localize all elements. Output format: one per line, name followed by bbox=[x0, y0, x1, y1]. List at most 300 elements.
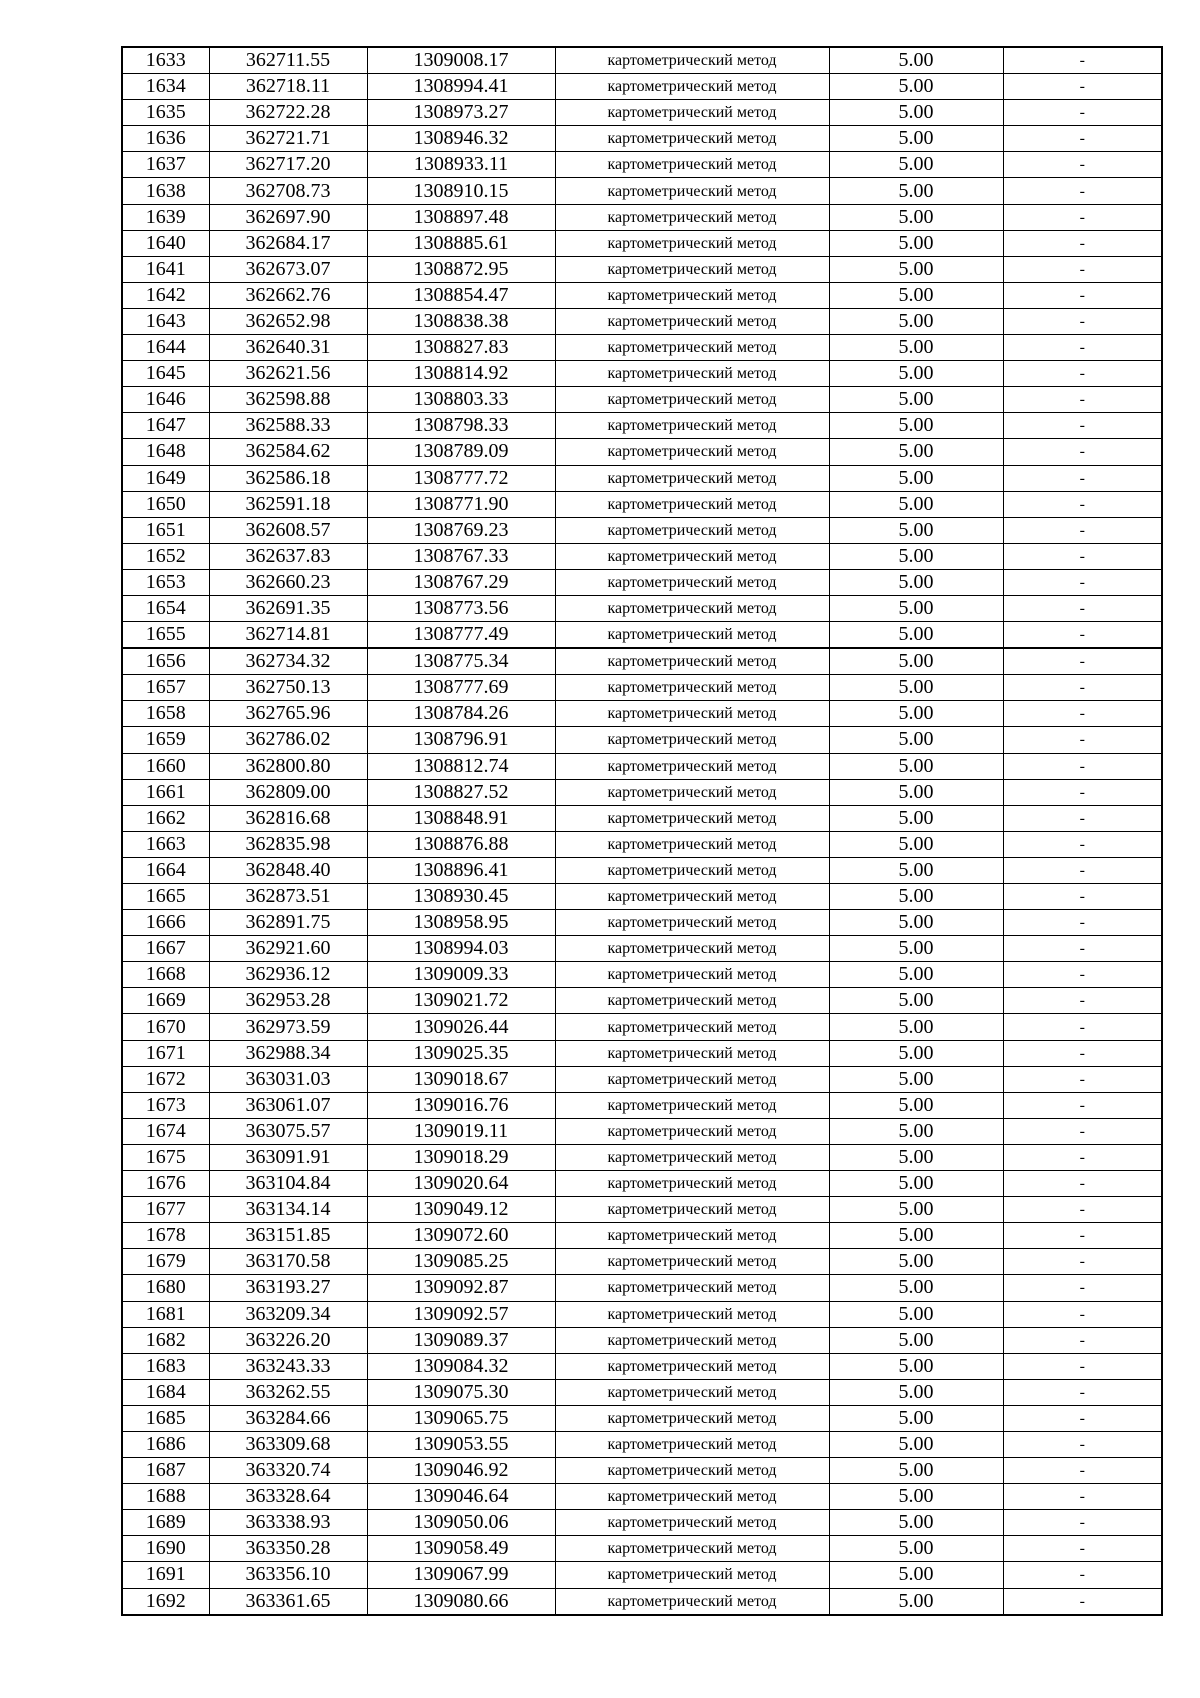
x-coordinate-cell: 362800.80 bbox=[209, 753, 367, 779]
method-cell: картометрический метод bbox=[555, 831, 829, 857]
table-row bbox=[122, 47, 1162, 74]
description-cell: - bbox=[1003, 465, 1162, 491]
description-cell: - bbox=[1003, 308, 1162, 334]
table-row bbox=[122, 1040, 1162, 1066]
table-row bbox=[122, 1118, 1162, 1144]
x-coordinate-cell: 362721.71 bbox=[209, 126, 367, 152]
accuracy-cell: 5.00 bbox=[829, 1197, 1003, 1223]
description-cell: - bbox=[1003, 1197, 1162, 1223]
table-row bbox=[122, 1327, 1162, 1353]
y-coordinate-cell: 1308910.15 bbox=[367, 178, 555, 204]
description-cell: - bbox=[1003, 727, 1162, 753]
point-number-cell: 1688 bbox=[122, 1484, 209, 1510]
y-coordinate-cell: 1309046.64 bbox=[367, 1484, 555, 1510]
table-row bbox=[122, 569, 1162, 595]
x-coordinate-cell: 362684.17 bbox=[209, 230, 367, 256]
table-row bbox=[122, 1536, 1162, 1562]
method-cell: картометрический метод bbox=[555, 1431, 829, 1457]
method-cell: картометрический метод bbox=[555, 152, 829, 178]
point-number-cell: 1663 bbox=[122, 831, 209, 857]
table-row bbox=[122, 1301, 1162, 1327]
point-number-cell: 1637 bbox=[122, 152, 209, 178]
point-number-cell: 1645 bbox=[122, 361, 209, 387]
x-coordinate-cell: 362921.60 bbox=[209, 936, 367, 962]
description-cell: - bbox=[1003, 1275, 1162, 1301]
method-cell: картометрический метод bbox=[555, 1458, 829, 1484]
method-cell: картометрический метод bbox=[555, 74, 829, 100]
description-cell: - bbox=[1003, 1327, 1162, 1353]
description-cell: - bbox=[1003, 884, 1162, 910]
description-cell: - bbox=[1003, 1014, 1162, 1040]
point-number-cell: 1667 bbox=[122, 936, 209, 962]
point-number-cell: 1669 bbox=[122, 988, 209, 1014]
table-row bbox=[122, 256, 1162, 282]
x-coordinate-cell: 362660.23 bbox=[209, 569, 367, 595]
description-cell: - bbox=[1003, 569, 1162, 595]
y-coordinate-cell: 1309058.49 bbox=[367, 1536, 555, 1562]
table-row bbox=[122, 1144, 1162, 1170]
y-coordinate-cell: 1308812.74 bbox=[367, 753, 555, 779]
method-cell: картометрический метод bbox=[555, 805, 829, 831]
table-row bbox=[122, 1014, 1162, 1040]
point-number-cell: 1681 bbox=[122, 1301, 209, 1327]
y-coordinate-cell: 1309018.67 bbox=[367, 1066, 555, 1092]
table-row bbox=[122, 543, 1162, 569]
y-coordinate-cell: 1309072.60 bbox=[367, 1223, 555, 1249]
description-cell: - bbox=[1003, 622, 1162, 649]
method-cell: картометрический метод bbox=[555, 1014, 829, 1040]
accuracy-cell: 5.00 bbox=[829, 779, 1003, 805]
x-coordinate-cell: 363104.84 bbox=[209, 1171, 367, 1197]
table-row bbox=[122, 1353, 1162, 1379]
y-coordinate-cell: 1308775.34 bbox=[367, 648, 555, 675]
point-number-cell: 1685 bbox=[122, 1405, 209, 1431]
x-coordinate-cell: 362734.32 bbox=[209, 648, 367, 675]
method-cell: картометрический метод bbox=[555, 413, 829, 439]
y-coordinate-cell: 1308896.41 bbox=[367, 857, 555, 883]
description-cell: - bbox=[1003, 47, 1162, 74]
point-number-cell: 1683 bbox=[122, 1353, 209, 1379]
method-cell: картометрический метод bbox=[555, 857, 829, 883]
table-row bbox=[122, 675, 1162, 701]
description-cell: - bbox=[1003, 1431, 1162, 1457]
point-number-cell: 1665 bbox=[122, 884, 209, 910]
description-cell: - bbox=[1003, 100, 1162, 126]
method-cell: картометрический метод bbox=[555, 727, 829, 753]
point-number-cell: 1691 bbox=[122, 1562, 209, 1588]
description-cell: - bbox=[1003, 439, 1162, 465]
y-coordinate-cell: 1308933.11 bbox=[367, 152, 555, 178]
x-coordinate-cell: 362714.81 bbox=[209, 622, 367, 649]
table-row bbox=[122, 282, 1162, 308]
accuracy-cell: 5.00 bbox=[829, 152, 1003, 178]
table-row bbox=[122, 1092, 1162, 1118]
description-cell: - bbox=[1003, 779, 1162, 805]
description-cell: - bbox=[1003, 648, 1162, 675]
description-cell: - bbox=[1003, 152, 1162, 178]
x-coordinate-cell: 362711.55 bbox=[209, 47, 367, 74]
accuracy-cell: 5.00 bbox=[829, 47, 1003, 74]
description-cell: - bbox=[1003, 204, 1162, 230]
description-cell: - bbox=[1003, 988, 1162, 1014]
y-coordinate-cell: 1308994.41 bbox=[367, 74, 555, 100]
description-cell: - bbox=[1003, 910, 1162, 936]
description-cell: - bbox=[1003, 282, 1162, 308]
point-number-cell: 1662 bbox=[122, 805, 209, 831]
method-cell: картометрический метод bbox=[555, 1171, 829, 1197]
point-number-cell: 1659 bbox=[122, 727, 209, 753]
method-cell: картометрический метод bbox=[555, 100, 829, 126]
description-cell: - bbox=[1003, 805, 1162, 831]
method-cell: картометрический метод bbox=[555, 335, 829, 361]
x-coordinate-cell: 363309.68 bbox=[209, 1431, 367, 1457]
y-coordinate-cell: 1309046.92 bbox=[367, 1458, 555, 1484]
y-coordinate-cell: 1308798.33 bbox=[367, 413, 555, 439]
accuracy-cell: 5.00 bbox=[829, 1223, 1003, 1249]
accuracy-cell: 5.00 bbox=[829, 1066, 1003, 1092]
point-number-cell: 1647 bbox=[122, 413, 209, 439]
x-coordinate-cell: 362835.98 bbox=[209, 831, 367, 857]
point-number-cell: 1635 bbox=[122, 100, 209, 126]
accuracy-cell: 5.00 bbox=[829, 962, 1003, 988]
table-row bbox=[122, 100, 1162, 126]
point-number-cell: 1652 bbox=[122, 543, 209, 569]
x-coordinate-cell: 363320.74 bbox=[209, 1458, 367, 1484]
accuracy-cell: 5.00 bbox=[829, 1040, 1003, 1066]
x-coordinate-cell: 362652.98 bbox=[209, 308, 367, 334]
point-number-cell: 1672 bbox=[122, 1066, 209, 1092]
x-coordinate-cell: 362750.13 bbox=[209, 675, 367, 701]
point-number-cell: 1670 bbox=[122, 1014, 209, 1040]
x-coordinate-cell: 362598.88 bbox=[209, 387, 367, 413]
description-cell: - bbox=[1003, 74, 1162, 100]
accuracy-cell: 5.00 bbox=[829, 648, 1003, 675]
accuracy-cell: 5.00 bbox=[829, 1144, 1003, 1170]
accuracy-cell: 5.00 bbox=[829, 1014, 1003, 1040]
x-coordinate-cell: 363262.55 bbox=[209, 1379, 367, 1405]
method-cell: картометрический метод bbox=[555, 962, 829, 988]
y-coordinate-cell: 1309018.29 bbox=[367, 1144, 555, 1170]
table-row bbox=[122, 1171, 1162, 1197]
accuracy-cell: 5.00 bbox=[829, 910, 1003, 936]
accuracy-cell: 5.00 bbox=[829, 1379, 1003, 1405]
y-coordinate-cell: 1308789.09 bbox=[367, 439, 555, 465]
method-cell: картометрический метод bbox=[555, 465, 829, 491]
table-row bbox=[122, 648, 1162, 675]
table-row bbox=[122, 1510, 1162, 1536]
y-coordinate-cell: 1308777.72 bbox=[367, 465, 555, 491]
accuracy-cell: 5.00 bbox=[829, 387, 1003, 413]
point-number-cell: 1660 bbox=[122, 753, 209, 779]
description-cell: - bbox=[1003, 1405, 1162, 1431]
description-cell: - bbox=[1003, 753, 1162, 779]
accuracy-cell: 5.00 bbox=[829, 100, 1003, 126]
y-coordinate-cell: 1308784.26 bbox=[367, 701, 555, 727]
x-coordinate-cell: 362988.34 bbox=[209, 1040, 367, 1066]
x-coordinate-cell: 362697.90 bbox=[209, 204, 367, 230]
point-number-cell: 1651 bbox=[122, 517, 209, 543]
table-row bbox=[122, 230, 1162, 256]
y-coordinate-cell: 1309053.55 bbox=[367, 1431, 555, 1457]
y-coordinate-cell: 1309026.44 bbox=[367, 1014, 555, 1040]
point-number-cell: 1666 bbox=[122, 910, 209, 936]
method-cell: картометрический метод bbox=[555, 1484, 829, 1510]
x-coordinate-cell: 362786.02 bbox=[209, 727, 367, 753]
y-coordinate-cell: 1308827.83 bbox=[367, 335, 555, 361]
method-cell: картометрический метод bbox=[555, 753, 829, 779]
point-number-cell: 1639 bbox=[122, 204, 209, 230]
x-coordinate-cell: 362816.68 bbox=[209, 805, 367, 831]
method-cell: картометрический метод bbox=[555, 204, 829, 230]
method-cell: картометрический метод bbox=[555, 988, 829, 1014]
description-cell: - bbox=[1003, 857, 1162, 883]
accuracy-cell: 5.00 bbox=[829, 622, 1003, 649]
method-cell: картометрический метод bbox=[555, 1405, 829, 1431]
method-cell: картометрический метод bbox=[555, 1092, 829, 1118]
description-cell: - bbox=[1003, 178, 1162, 204]
description-cell: - bbox=[1003, 543, 1162, 569]
method-cell: картометрический метод bbox=[555, 1223, 829, 1249]
method-cell: картометрический метод bbox=[555, 1040, 829, 1066]
x-coordinate-cell: 362873.51 bbox=[209, 884, 367, 910]
table-row bbox=[122, 1458, 1162, 1484]
table-row bbox=[122, 439, 1162, 465]
point-number-cell: 1668 bbox=[122, 962, 209, 988]
method-cell: картометрический метод bbox=[555, 517, 829, 543]
method-cell: картометрический метод bbox=[555, 282, 829, 308]
table-row bbox=[122, 884, 1162, 910]
y-coordinate-cell: 1309021.72 bbox=[367, 988, 555, 1014]
table-row bbox=[122, 1197, 1162, 1223]
point-number-cell: 1633 bbox=[122, 47, 209, 74]
method-cell: картометрический метод bbox=[555, 648, 829, 675]
x-coordinate-cell: 363031.03 bbox=[209, 1066, 367, 1092]
accuracy-cell: 5.00 bbox=[829, 335, 1003, 361]
accuracy-cell: 5.00 bbox=[829, 595, 1003, 621]
x-coordinate-cell: 362973.59 bbox=[209, 1014, 367, 1040]
point-number-cell: 1690 bbox=[122, 1536, 209, 1562]
table-row bbox=[122, 387, 1162, 413]
description-cell: - bbox=[1003, 962, 1162, 988]
description-cell: - bbox=[1003, 1562, 1162, 1588]
table-row bbox=[122, 779, 1162, 805]
method-cell: картометрический метод bbox=[555, 779, 829, 805]
point-number-cell: 1653 bbox=[122, 569, 209, 595]
point-number-cell: 1655 bbox=[122, 622, 209, 649]
x-coordinate-cell: 362809.00 bbox=[209, 779, 367, 805]
accuracy-cell: 5.00 bbox=[829, 1484, 1003, 1510]
table-row bbox=[122, 805, 1162, 831]
table-row bbox=[122, 308, 1162, 334]
y-coordinate-cell: 1308796.91 bbox=[367, 727, 555, 753]
method-cell: картометрический метод bbox=[555, 1353, 829, 1379]
accuracy-cell: 5.00 bbox=[829, 805, 1003, 831]
coordinates-table-body bbox=[122, 47, 1162, 1615]
y-coordinate-cell: 1308946.32 bbox=[367, 126, 555, 152]
y-coordinate-cell: 1309008.17 bbox=[367, 47, 555, 74]
description-cell: - bbox=[1003, 1066, 1162, 1092]
point-number-cell: 1640 bbox=[122, 230, 209, 256]
table-row bbox=[122, 1484, 1162, 1510]
y-coordinate-cell: 1308803.33 bbox=[367, 387, 555, 413]
accuracy-cell: 5.00 bbox=[829, 74, 1003, 100]
description-cell: - bbox=[1003, 230, 1162, 256]
method-cell: картометрический метод bbox=[555, 910, 829, 936]
accuracy-cell: 5.00 bbox=[829, 727, 1003, 753]
accuracy-cell: 5.00 bbox=[829, 1171, 1003, 1197]
point-number-cell: 1686 bbox=[122, 1431, 209, 1457]
y-coordinate-cell: 1308767.33 bbox=[367, 543, 555, 569]
x-coordinate-cell: 362717.20 bbox=[209, 152, 367, 178]
description-cell: - bbox=[1003, 491, 1162, 517]
point-number-cell: 1680 bbox=[122, 1275, 209, 1301]
method-cell: картометрический метод bbox=[555, 675, 829, 701]
y-coordinate-cell: 1309009.33 bbox=[367, 962, 555, 988]
accuracy-cell: 5.00 bbox=[829, 1327, 1003, 1353]
x-coordinate-cell: 362637.83 bbox=[209, 543, 367, 569]
y-coordinate-cell: 1309092.57 bbox=[367, 1301, 555, 1327]
y-coordinate-cell: 1308872.95 bbox=[367, 256, 555, 282]
table-row bbox=[122, 1275, 1162, 1301]
table-row bbox=[122, 178, 1162, 204]
y-coordinate-cell: 1308848.91 bbox=[367, 805, 555, 831]
y-coordinate-cell: 1308838.38 bbox=[367, 308, 555, 334]
x-coordinate-cell: 363209.34 bbox=[209, 1301, 367, 1327]
table-row bbox=[122, 988, 1162, 1014]
accuracy-cell: 5.00 bbox=[829, 1562, 1003, 1588]
x-coordinate-cell: 362936.12 bbox=[209, 962, 367, 988]
accuracy-cell: 5.00 bbox=[829, 413, 1003, 439]
y-coordinate-cell: 1309050.06 bbox=[367, 1510, 555, 1536]
table-row bbox=[122, 831, 1162, 857]
point-number-cell: 1642 bbox=[122, 282, 209, 308]
accuracy-cell: 5.00 bbox=[829, 1275, 1003, 1301]
point-number-cell: 1649 bbox=[122, 465, 209, 491]
x-coordinate-cell: 362608.57 bbox=[209, 517, 367, 543]
x-coordinate-cell: 363151.85 bbox=[209, 1223, 367, 1249]
point-number-cell: 1656 bbox=[122, 648, 209, 675]
description-cell: - bbox=[1003, 1510, 1162, 1536]
point-number-cell: 1664 bbox=[122, 857, 209, 883]
point-number-cell: 1641 bbox=[122, 256, 209, 282]
y-coordinate-cell: 1309049.12 bbox=[367, 1197, 555, 1223]
point-number-cell: 1676 bbox=[122, 1171, 209, 1197]
y-coordinate-cell: 1308773.56 bbox=[367, 595, 555, 621]
method-cell: картометрический метод bbox=[555, 1379, 829, 1405]
table-row bbox=[122, 491, 1162, 517]
description-cell: - bbox=[1003, 936, 1162, 962]
method-cell: картометрический метод bbox=[555, 439, 829, 465]
description-cell: - bbox=[1003, 1118, 1162, 1144]
method-cell: картометрический метод bbox=[555, 884, 829, 910]
description-cell: - bbox=[1003, 1301, 1162, 1327]
description-cell: - bbox=[1003, 413, 1162, 439]
table-row bbox=[122, 152, 1162, 178]
description-cell: - bbox=[1003, 701, 1162, 727]
description-cell: - bbox=[1003, 256, 1162, 282]
method-cell: картометрический метод bbox=[555, 1327, 829, 1353]
point-number-cell: 1687 bbox=[122, 1458, 209, 1484]
accuracy-cell: 5.00 bbox=[829, 517, 1003, 543]
table-row bbox=[122, 335, 1162, 361]
point-number-cell: 1654 bbox=[122, 595, 209, 621]
point-number-cell: 1661 bbox=[122, 779, 209, 805]
table-row bbox=[122, 936, 1162, 962]
point-number-cell: 1679 bbox=[122, 1249, 209, 1275]
table-row bbox=[122, 1379, 1162, 1405]
table-row bbox=[122, 727, 1162, 753]
y-coordinate-cell: 1308771.90 bbox=[367, 491, 555, 517]
method-cell: картометрический метод bbox=[555, 543, 829, 569]
point-number-cell: 1638 bbox=[122, 178, 209, 204]
method-cell: картометрический метод bbox=[555, 936, 829, 962]
x-coordinate-cell: 362621.56 bbox=[209, 361, 367, 387]
y-coordinate-cell: 1309016.76 bbox=[367, 1092, 555, 1118]
point-number-cell: 1677 bbox=[122, 1197, 209, 1223]
accuracy-cell: 5.00 bbox=[829, 465, 1003, 491]
x-coordinate-cell: 363091.91 bbox=[209, 1144, 367, 1170]
table-row bbox=[122, 465, 1162, 491]
x-coordinate-cell: 362640.31 bbox=[209, 335, 367, 361]
x-coordinate-cell: 363226.20 bbox=[209, 1327, 367, 1353]
x-coordinate-cell: 363284.66 bbox=[209, 1405, 367, 1431]
point-number-cell: 1657 bbox=[122, 675, 209, 701]
accuracy-cell: 5.00 bbox=[829, 857, 1003, 883]
y-coordinate-cell: 1308854.47 bbox=[367, 282, 555, 308]
x-coordinate-cell: 363243.33 bbox=[209, 1353, 367, 1379]
x-coordinate-cell: 362722.28 bbox=[209, 100, 367, 126]
y-coordinate-cell: 1309067.99 bbox=[367, 1562, 555, 1588]
point-number-cell: 1648 bbox=[122, 439, 209, 465]
y-coordinate-cell: 1308827.52 bbox=[367, 779, 555, 805]
method-cell: картометрический метод bbox=[555, 308, 829, 334]
y-coordinate-cell: 1308897.48 bbox=[367, 204, 555, 230]
point-number-cell: 1671 bbox=[122, 1040, 209, 1066]
x-coordinate-cell: 363356.10 bbox=[209, 1562, 367, 1588]
x-coordinate-cell: 362953.28 bbox=[209, 988, 367, 1014]
accuracy-cell: 5.00 bbox=[829, 230, 1003, 256]
description-cell: - bbox=[1003, 1353, 1162, 1379]
x-coordinate-cell: 362891.75 bbox=[209, 910, 367, 936]
x-coordinate-cell: 363061.07 bbox=[209, 1092, 367, 1118]
x-coordinate-cell: 363075.57 bbox=[209, 1118, 367, 1144]
table-row bbox=[122, 962, 1162, 988]
accuracy-cell: 5.00 bbox=[829, 753, 1003, 779]
accuracy-cell: 5.00 bbox=[829, 1510, 1003, 1536]
y-coordinate-cell: 1308767.29 bbox=[367, 569, 555, 595]
method-cell: картометрический метод bbox=[555, 126, 829, 152]
description-cell: - bbox=[1003, 1484, 1162, 1510]
accuracy-cell: 5.00 bbox=[829, 178, 1003, 204]
description-cell: - bbox=[1003, 595, 1162, 621]
x-coordinate-cell: 363328.64 bbox=[209, 1484, 367, 1510]
description-cell: - bbox=[1003, 1536, 1162, 1562]
accuracy-cell: 5.00 bbox=[829, 308, 1003, 334]
x-coordinate-cell: 362586.18 bbox=[209, 465, 367, 491]
accuracy-cell: 5.00 bbox=[829, 1353, 1003, 1379]
description-cell: - bbox=[1003, 1249, 1162, 1275]
accuracy-cell: 5.00 bbox=[829, 126, 1003, 152]
table-row bbox=[122, 622, 1162, 649]
y-coordinate-cell: 1308994.03 bbox=[367, 936, 555, 962]
description-cell: - bbox=[1003, 675, 1162, 701]
accuracy-cell: 5.00 bbox=[829, 1118, 1003, 1144]
point-number-cell: 1674 bbox=[122, 1118, 209, 1144]
x-coordinate-cell: 362584.62 bbox=[209, 439, 367, 465]
table-row bbox=[122, 1562, 1162, 1588]
table-row bbox=[122, 1405, 1162, 1431]
accuracy-cell: 5.00 bbox=[829, 701, 1003, 727]
